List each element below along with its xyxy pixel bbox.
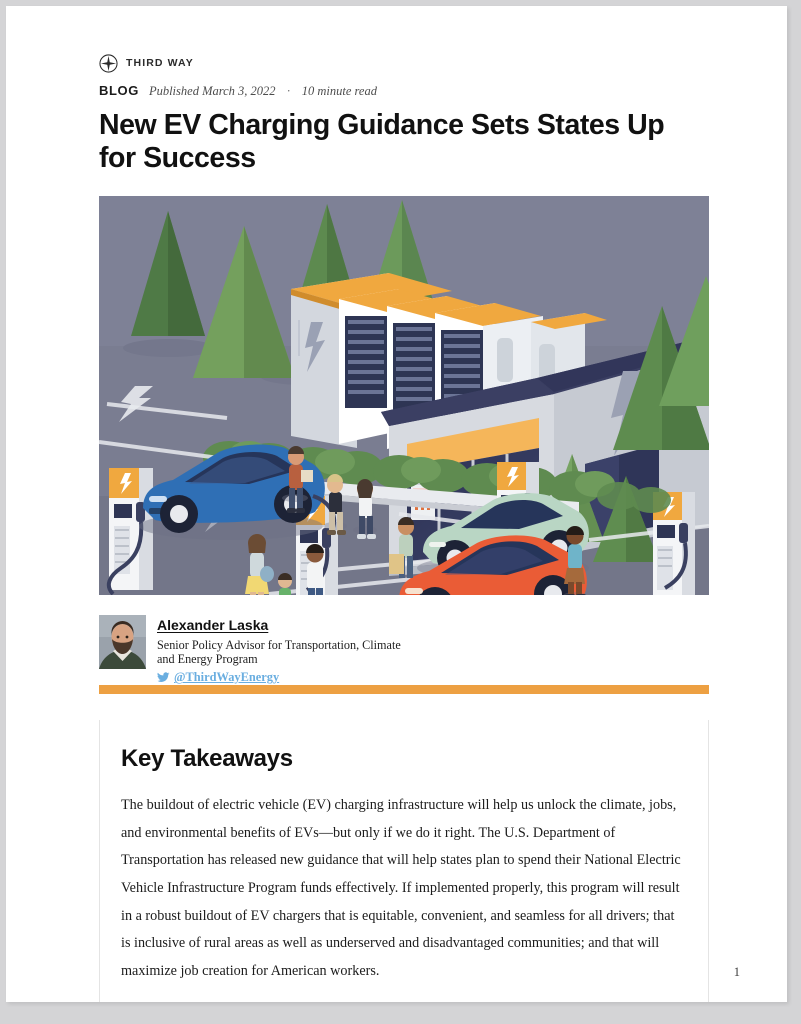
key-takeaways-card <box>99 720 709 1002</box>
author-name-link[interactable]: Alexander Laska <box>157 616 269 633</box>
category-kicker[interactable]: BLOG <box>99 83 139 98</box>
article-meta <box>99 84 709 98</box>
author-role-line-2: and Energy Program <box>157 652 258 667</box>
author-role-line-1: Senior Policy Advisor for Transportation, Climate <box>157 637 401 652</box>
publish-date: Published March 3, 2022 <box>148 84 276 98</box>
key-takeaways-accent-bar <box>99 685 709 694</box>
article-content <box>99 52 709 1002</box>
key-takeaways-body <box>100 720 708 1002</box>
twitter-handle-link[interactable]: @ThirdWayEnergy <box>174 670 280 685</box>
compass-star-icon <box>99 54 118 73</box>
brand-header <box>99 52 709 74</box>
key-takeaways-text: The buildout of electric vehicle (EV) charging infrastructure will help us unlock the climate, jobs, and environmental benefits of EVs—but only if we do it right. The U.S. Department of Transportation has released new guidance that will help states plan to spend their National Electric Vehicle Infrastructure Program funds effectively. If implemented properly, this program will result in a robust buildout of EV chargers that is equitable, convenient, and seamless for all drivers; that is inclusive of rural areas as well as underserved and disadvantaged communities; and that will maximize job creation for American workers. <box>121 797 681 979</box>
author-details <box>157 615 401 686</box>
twitter-bird-icon <box>157 671 170 684</box>
author-social[interactable] <box>157 670 401 685</box>
page-title: New EV Charging Guidance Sets States Up for Success <box>99 108 665 174</box>
hero-illustration <box>99 196 709 595</box>
avatar <box>99 615 146 669</box>
read-time: 10 minute read <box>301 84 377 98</box>
brand-name: THIRD WAY <box>126 57 194 69</box>
document-page <box>6 6 787 1002</box>
meta-separator: · <box>286 84 291 98</box>
key-takeaways-section <box>99 685 709 1002</box>
key-takeaways-heading: Key Takeaways <box>121 745 293 773</box>
page-number: 1 <box>733 965 740 979</box>
author-role <box>157 638 401 668</box>
author-block <box>99 615 709 686</box>
